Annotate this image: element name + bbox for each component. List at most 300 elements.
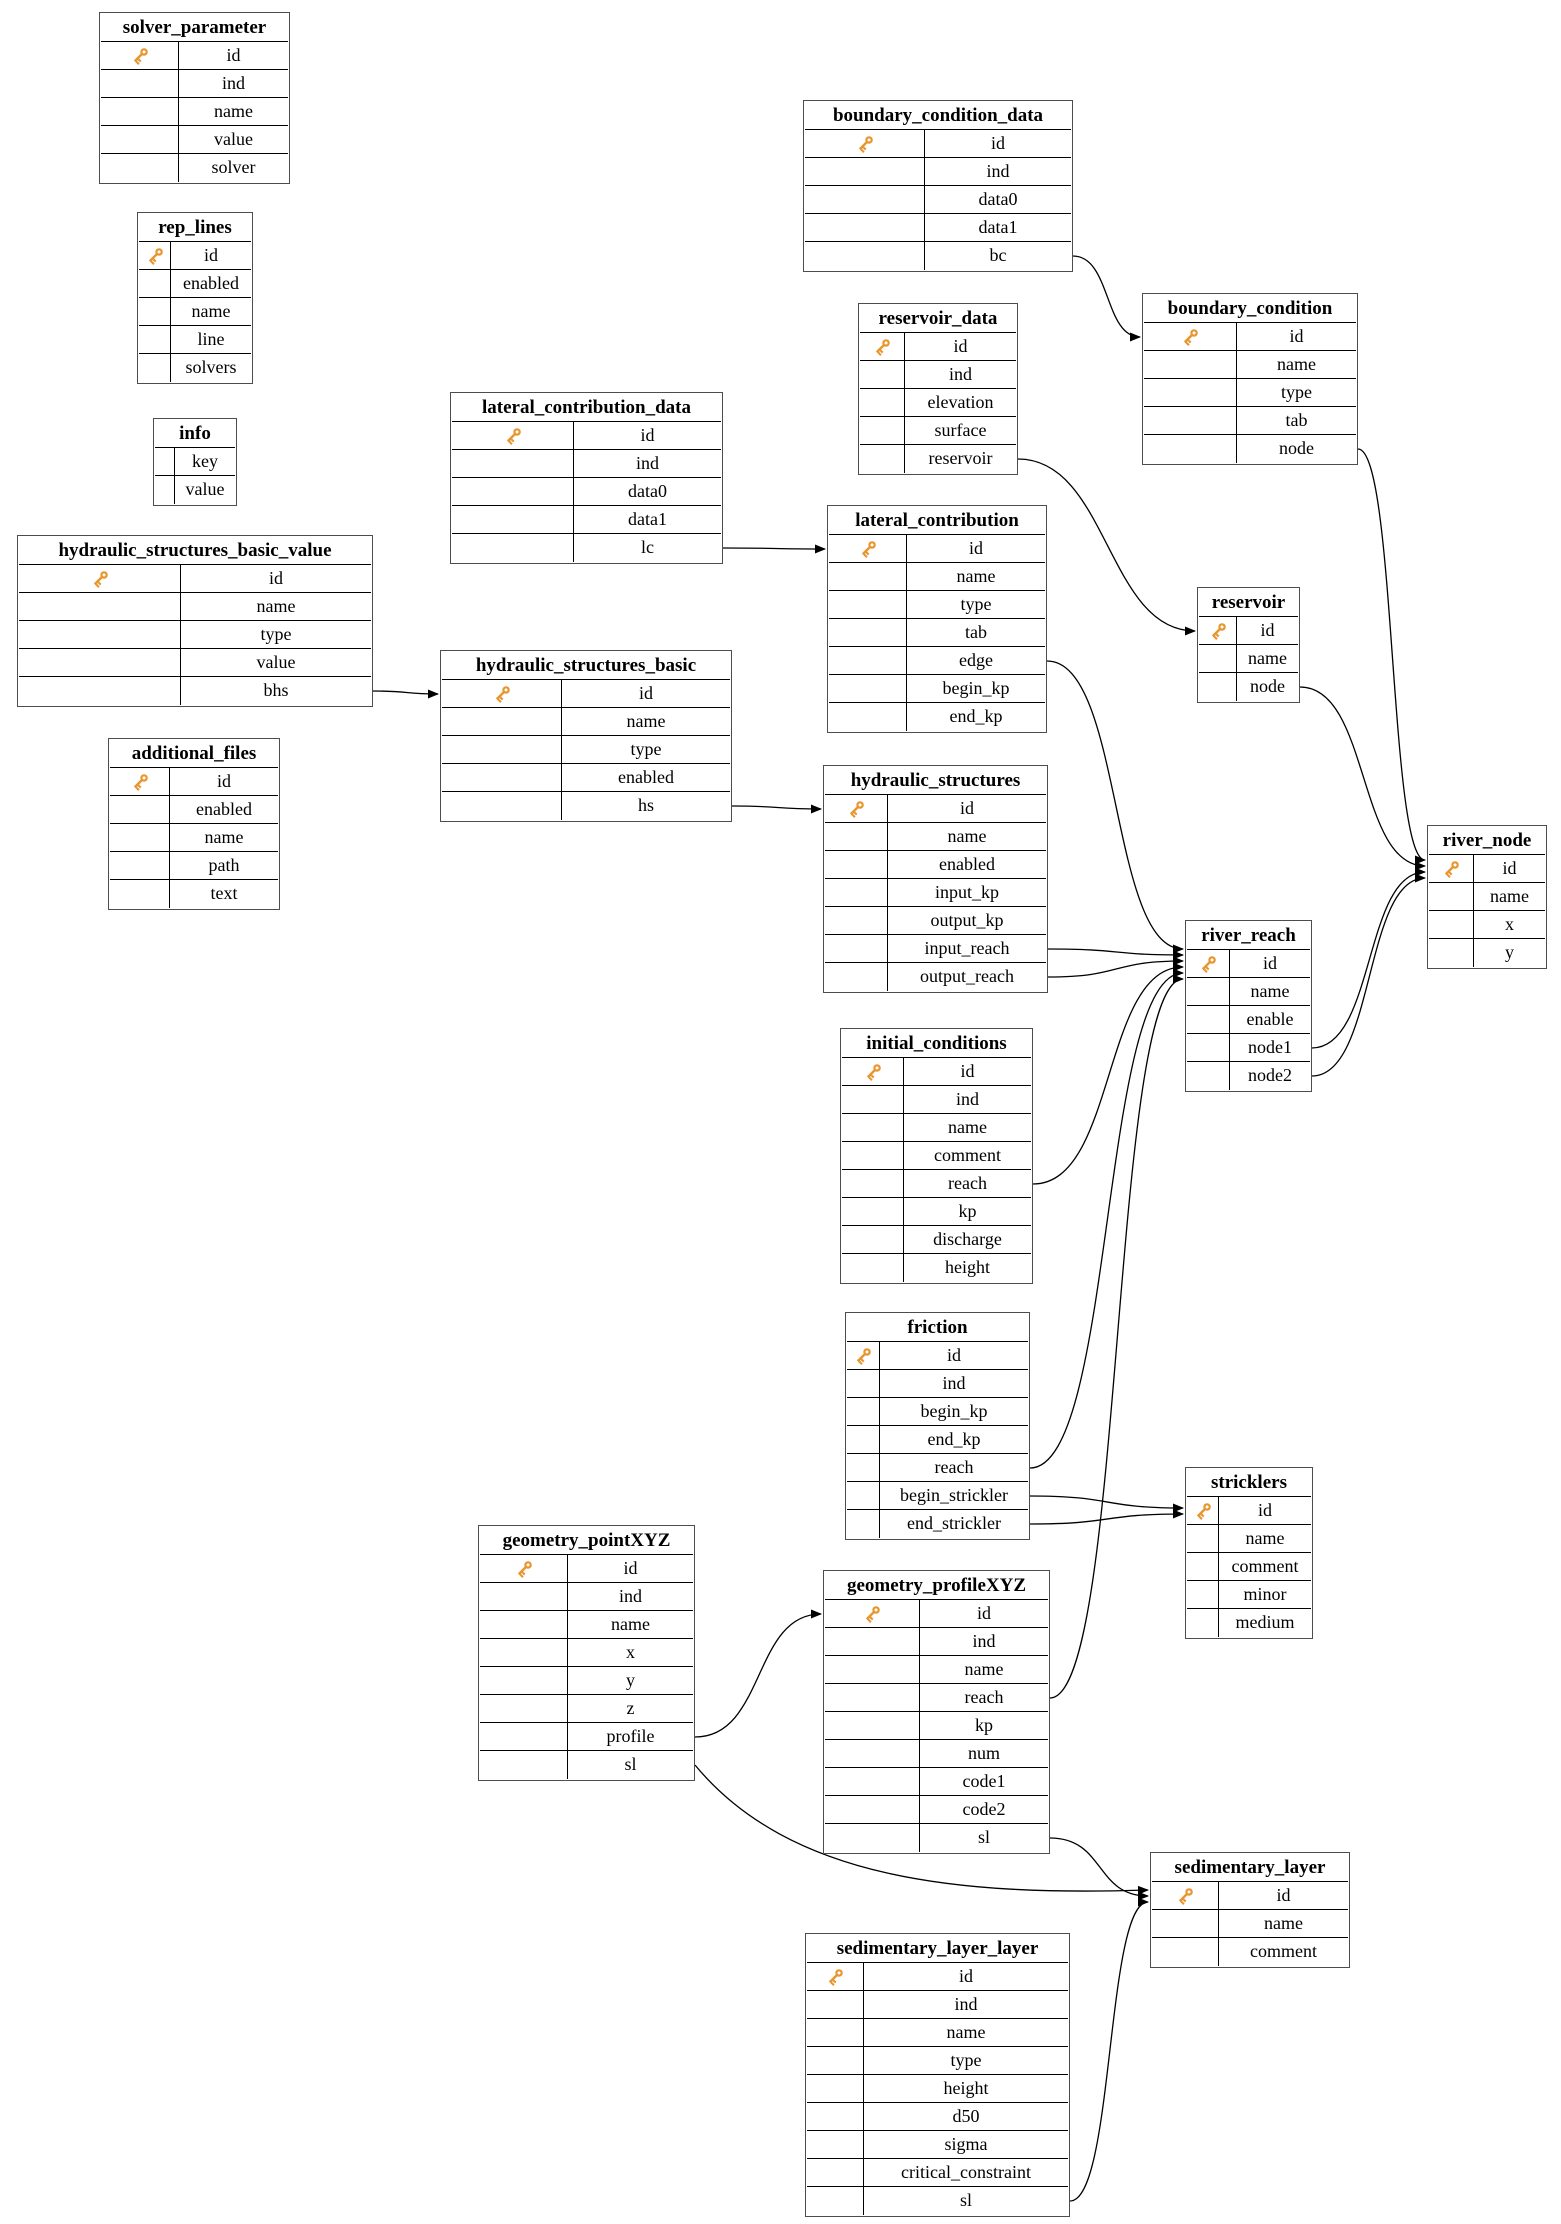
key-cell-empty — [847, 1370, 880, 1397]
field-name: name — [1490, 886, 1529, 906]
key-cell-empty — [1429, 939, 1474, 967]
field-name: name — [626, 711, 666, 731]
key-cell-empty — [480, 1611, 568, 1638]
field-name: ind — [954, 1994, 978, 2014]
field-row-initial_conditions-name — [842, 1114, 1031, 1142]
field-row-solver_parameter-id — [101, 42, 288, 70]
field-row-hydraulic_structures_basic_value-bhs — [19, 677, 371, 705]
key-cell-empty — [1187, 1034, 1230, 1061]
key-cell-empty — [829, 619, 907, 646]
field-name: reach — [964, 1687, 1004, 1707]
key-cell-empty — [842, 1170, 904, 1197]
field-row-initial_conditions-ind — [842, 1086, 1031, 1114]
key-cell-empty — [842, 1086, 904, 1113]
field-name: end_kp — [927, 1429, 981, 1449]
key-cell-empty — [110, 824, 170, 851]
field-row-boundary_condition_data-data0 — [805, 186, 1071, 214]
field-row-reservoir_data-elevation — [860, 389, 1016, 417]
field-name: enabled — [939, 854, 995, 874]
field-name: name — [1264, 1913, 1303, 1933]
primary-key-icon — [1144, 323, 1237, 350]
field-row-hydraulic_structures_basic-enabled — [442, 764, 730, 792]
field-row-friction-reach — [847, 1454, 1028, 1482]
key-cell-empty — [19, 649, 181, 676]
key-cell-empty — [452, 506, 574, 533]
key-cell-empty — [805, 158, 925, 185]
field-name: name — [946, 2022, 986, 2042]
key-cell-empty — [842, 1114, 904, 1141]
primary-key-icon — [442, 680, 562, 707]
field-name: id — [216, 771, 231, 791]
field-row-river_reach-name — [1187, 978, 1310, 1006]
key-cell-empty — [480, 1667, 568, 1694]
field-name: code1 — [962, 1771, 1006, 1791]
table-title-lateral_contribution_data: lateral_contribution_data — [452, 394, 721, 422]
key-cell-empty — [1144, 435, 1237, 463]
key-cell-empty — [825, 1684, 920, 1711]
primary-key-icon — [825, 1600, 920, 1627]
field-row-boundary_condition_data-data1 — [805, 214, 1071, 242]
key-cell-empty — [1152, 1910, 1219, 1937]
field-name: id — [1260, 620, 1275, 640]
field-name: id — [990, 133, 1005, 153]
field-row-solver_parameter-value — [101, 126, 288, 154]
field-row-sedimentary_layer_layer-type — [807, 2047, 1068, 2075]
table-title-reservoir: reservoir — [1199, 589, 1298, 617]
key-cell-empty — [139, 354, 171, 382]
field-row-boundary_condition_data-bc — [805, 242, 1071, 270]
field-name: data1 — [628, 509, 667, 529]
key-cell-empty — [825, 823, 888, 850]
field-row-initial_conditions-discharge — [842, 1226, 1031, 1254]
field-row-geometry_pointXYZ-x — [480, 1639, 693, 1667]
key-cell-empty — [847, 1426, 880, 1453]
table-reservoir_data — [858, 303, 1018, 475]
field-row-river_reach-node2 — [1187, 1062, 1310, 1090]
field-row-hydraulic_structures_basic_value-value — [19, 649, 371, 677]
field-name: sl — [977, 1827, 990, 1847]
field-row-boundary_condition-type — [1144, 379, 1356, 407]
field-row-stricklers-name — [1187, 1525, 1311, 1553]
field-row-lateral_contribution-begin_kp — [829, 675, 1045, 703]
field-name: name — [1277, 354, 1316, 374]
key-cell-empty — [805, 214, 925, 241]
field-row-additional_files-enabled — [110, 796, 278, 824]
field-name: height — [945, 1257, 990, 1277]
field-row-initial_conditions-height — [842, 1254, 1031, 1282]
field-name: d50 — [952, 2106, 980, 2126]
field-name: data1 — [978, 217, 1018, 237]
field-name: name — [256, 596, 296, 616]
key-cell-empty — [452, 534, 574, 562]
key-cell-empty — [860, 389, 905, 416]
field-name: comment — [1231, 1556, 1299, 1576]
field-name: z — [626, 1698, 635, 1718]
field-name: id — [638, 683, 653, 703]
key-cell-empty — [480, 1751, 568, 1779]
field-name: id — [623, 1558, 638, 1578]
field-row-sedimentary_layer_layer-height — [807, 2075, 1068, 2103]
field-name: type — [260, 624, 292, 644]
field-name: begin_kp — [920, 1401, 988, 1421]
field-row-additional_files-id — [110, 768, 278, 796]
field-row-geometry_pointXYZ-sl — [480, 1751, 693, 1779]
key-cell-empty — [842, 1198, 904, 1225]
field-row-stricklers-comment — [1187, 1553, 1311, 1581]
key-cell-empty — [805, 186, 925, 213]
field-name: discharge — [933, 1229, 1002, 1249]
key-cell-empty — [842, 1142, 904, 1169]
field-row-geometry_profileXYZ-sl — [825, 1824, 1048, 1852]
field-row-sedimentary_layer_layer-ind — [807, 1991, 1068, 2019]
field-name: id — [968, 538, 983, 558]
field-row-sedimentary_layer_layer-name — [807, 2019, 1068, 2047]
key-cell-empty — [825, 935, 888, 962]
field-name: medium — [1235, 1612, 1295, 1632]
primary-key-icon — [805, 130, 925, 157]
field-row-geometry_pointXYZ-name — [480, 1611, 693, 1639]
field-name: comment — [1250, 1941, 1317, 1961]
table-title-boundary_condition: boundary_condition — [1144, 295, 1356, 323]
field-name: ind — [948, 364, 972, 384]
table-title-reservoir_data: reservoir_data — [860, 305, 1016, 333]
field-name: data0 — [628, 481, 667, 501]
primary-key-icon — [101, 42, 179, 69]
table-title-hydraulic_structures: hydraulic_structures — [825, 767, 1046, 795]
key-cell-empty — [825, 907, 888, 934]
field-name: hs — [637, 795, 654, 815]
field-name: name — [611, 1614, 650, 1634]
table-title-sedimentary_layer: sedimentary_layer — [1152, 1854, 1348, 1882]
field-row-friction-begin_strickler — [847, 1482, 1028, 1510]
field-row-river_reach-node1 — [1187, 1034, 1310, 1062]
key-cell-empty — [860, 445, 905, 473]
key-cell-empty — [807, 2187, 864, 2215]
key-cell-empty — [101, 98, 179, 125]
key-cell-empty — [101, 126, 179, 153]
key-cell-empty — [480, 1639, 568, 1666]
field-row-geometry_profileXYZ-id — [825, 1600, 1048, 1628]
field-row-info-key — [155, 448, 235, 476]
field-row-sedimentary_layer_layer-sigma — [807, 2131, 1068, 2159]
field-name: begin_kp — [942, 678, 1010, 698]
key-cell-empty — [807, 2159, 864, 2186]
key-cell-empty — [847, 1510, 880, 1538]
field-name: enabled — [183, 273, 239, 293]
field-row-friction-begin_kp — [847, 1398, 1028, 1426]
field-name: id — [1276, 1885, 1291, 1905]
field-name: value — [185, 479, 225, 499]
table-title-additional_files: additional_files — [110, 740, 278, 768]
field-name: key — [192, 451, 218, 471]
field-row-river_reach-id — [1187, 950, 1310, 978]
table-lateral_contribution — [827, 505, 1047, 733]
field-name: data0 — [978, 189, 1018, 209]
table-lateral_contribution_data — [450, 392, 723, 564]
field-row-hydraulic_structures_basic-name — [442, 708, 730, 736]
field-name: reach — [948, 1173, 987, 1193]
field-row-geometry_profileXYZ-ind — [825, 1628, 1048, 1656]
primary-key-icon — [825, 795, 888, 822]
key-cell-empty — [825, 879, 888, 906]
field-row-boundary_condition-tab — [1144, 407, 1356, 435]
primary-key-icon — [139, 242, 171, 269]
key-cell-empty — [155, 476, 175, 504]
field-row-boundary_condition-name — [1144, 351, 1356, 379]
table-additional_files — [108, 738, 280, 910]
field-name: kp — [958, 1201, 977, 1221]
table-title-geometry_pointXYZ: geometry_pointXYZ — [480, 1527, 693, 1555]
field-row-river_node-id — [1429, 855, 1545, 883]
field-row-friction-end_kp — [847, 1426, 1028, 1454]
key-cell-empty — [1144, 351, 1237, 378]
key-cell-empty — [842, 1226, 904, 1253]
field-name: node2 — [1248, 1065, 1292, 1085]
field-name: node1 — [1248, 1037, 1292, 1057]
field-row-rep_lines-line — [139, 326, 251, 354]
field-name: value — [256, 652, 296, 672]
table-sedimentary_layer — [1150, 1852, 1350, 1968]
field-name: line — [197, 329, 225, 349]
key-cell-empty — [110, 796, 170, 823]
table-geometry_pointXYZ — [478, 1525, 695, 1781]
field-name: type — [960, 594, 992, 614]
key-cell-empty — [829, 647, 907, 674]
key-cell-empty — [825, 1796, 920, 1823]
field-row-initial_conditions-comment — [842, 1142, 1031, 1170]
key-cell-empty — [847, 1482, 880, 1509]
key-cell-empty — [807, 2019, 864, 2046]
field-row-additional_files-name — [110, 824, 278, 852]
field-row-river_node-y — [1429, 939, 1545, 967]
field-row-lateral_contribution_data-lc — [452, 534, 721, 562]
field-name: name — [1248, 648, 1287, 668]
field-row-lateral_contribution_data-data0 — [452, 478, 721, 506]
field-row-reservoir-id — [1199, 617, 1298, 645]
field-name: enabled — [618, 767, 674, 787]
field-name: id — [1262, 953, 1277, 973]
field-name: text — [210, 883, 238, 903]
field-name: x — [1505, 914, 1514, 934]
primary-key-icon — [19, 565, 181, 592]
key-cell-empty — [829, 591, 907, 618]
key-cell-empty — [480, 1695, 568, 1722]
field-row-solver_parameter-solver — [101, 154, 288, 182]
key-cell-empty — [1429, 911, 1474, 938]
field-row-rep_lines-id — [139, 242, 251, 270]
key-cell-empty — [1144, 407, 1237, 434]
key-cell-empty — [807, 2047, 864, 2074]
table-info — [153, 418, 237, 506]
field-row-sedimentary_layer-id — [1152, 1882, 1348, 1910]
primary-key-icon — [829, 535, 907, 562]
field-row-hydraulic_structures_basic-id — [442, 680, 730, 708]
key-cell-empty — [825, 963, 888, 991]
field-name: id — [1502, 858, 1517, 878]
field-row-geometry_profileXYZ-code2 — [825, 1796, 1048, 1824]
field-name: input_kp — [934, 882, 999, 902]
field-row-geometry_pointXYZ-id — [480, 1555, 693, 1583]
field-name: end_strickler — [907, 1513, 1001, 1533]
key-cell-empty — [1187, 1525, 1219, 1552]
field-row-lateral_contribution_data-data1 — [452, 506, 721, 534]
field-name: id — [959, 798, 974, 818]
field-name: type — [950, 2050, 982, 2070]
key-cell-empty — [1144, 379, 1237, 406]
field-name: id — [976, 1603, 991, 1623]
field-row-sedimentary_layer_layer-critical_constraint — [807, 2159, 1068, 2187]
key-cell-empty — [807, 2075, 864, 2102]
field-row-hydraulic_structures-id — [825, 795, 1046, 823]
table-geometry_profileXYZ — [823, 1570, 1050, 1854]
table-title-geometry_profileXYZ: geometry_profileXYZ — [825, 1572, 1048, 1600]
key-cell-empty — [139, 326, 171, 353]
field-row-sedimentary_layer-comment — [1152, 1938, 1348, 1966]
key-cell-empty — [442, 764, 562, 791]
field-name: x — [626, 1642, 635, 1662]
field-row-hydraulic_structures-input_reach — [825, 935, 1046, 963]
field-row-hydraulic_structures_basic_value-type — [19, 621, 371, 649]
field-row-hydraulic_structures-name — [825, 823, 1046, 851]
key-cell-empty — [825, 1712, 920, 1739]
primary-key-icon — [110, 768, 170, 795]
field-name: type — [1281, 382, 1312, 402]
field-row-hydraulic_structures-output_reach — [825, 963, 1046, 991]
key-cell-empty — [847, 1398, 880, 1425]
key-cell-empty — [19, 677, 181, 705]
key-cell-empty — [442, 792, 562, 820]
field-name: ind — [618, 1586, 642, 1606]
key-cell-empty — [1187, 978, 1230, 1005]
table-title-rep_lines: rep_lines — [139, 214, 251, 242]
key-cell-empty — [1187, 1062, 1230, 1090]
field-name: bhs — [263, 680, 289, 700]
field-name: solver — [211, 157, 256, 177]
field-row-geometry_pointXYZ-ind — [480, 1583, 693, 1611]
field-row-initial_conditions-kp — [842, 1198, 1031, 1226]
primary-key-icon — [847, 1342, 880, 1369]
field-name: reach — [934, 1457, 974, 1477]
field-row-sedimentary_layer_layer-d50 — [807, 2103, 1068, 2131]
field-name: enable — [1246, 1009, 1294, 1029]
key-cell-empty — [1187, 1553, 1219, 1580]
key-cell-empty — [829, 703, 907, 731]
field-row-solver_parameter-name — [101, 98, 288, 126]
field-name: tab — [1285, 410, 1308, 430]
table-friction — [845, 1312, 1030, 1540]
key-cell-empty — [480, 1583, 568, 1610]
field-name: sigma — [944, 2134, 988, 2154]
field-name: value — [214, 129, 253, 149]
key-cell-empty — [1187, 1006, 1230, 1033]
field-row-friction-end_strickler — [847, 1510, 1028, 1538]
primary-key-icon — [452, 422, 574, 449]
field-name: id — [960, 1061, 975, 1081]
key-cell-empty — [825, 1740, 920, 1767]
field-name: id — [958, 1966, 973, 1986]
field-row-rep_lines-enabled — [139, 270, 251, 298]
table-title-boundary_condition_data: boundary_condition_data — [805, 102, 1071, 130]
field-row-solver_parameter-ind — [101, 70, 288, 98]
table-title-lateral_contribution: lateral_contribution — [829, 507, 1045, 535]
key-cell-empty — [825, 1824, 920, 1852]
key-cell-empty — [101, 70, 179, 97]
key-cell-empty — [442, 736, 562, 763]
field-name: name — [204, 827, 244, 847]
key-cell-empty — [1199, 673, 1237, 701]
key-cell-empty — [155, 448, 175, 475]
field-name: name — [1250, 981, 1290, 1001]
field-name: id — [640, 425, 655, 445]
primary-key-icon — [842, 1058, 904, 1085]
key-cell-empty — [110, 852, 170, 879]
field-name: height — [943, 2078, 989, 2098]
field-row-hydraulic_structures_basic-type — [442, 736, 730, 764]
field-name: kp — [975, 1715, 993, 1735]
field-row-initial_conditions-reach — [842, 1170, 1031, 1198]
field-row-hydraulic_structures_basic_value-id — [19, 565, 371, 593]
table-title-info: info — [155, 420, 235, 448]
field-row-geometry_profileXYZ-code1 — [825, 1768, 1048, 1796]
table-title-hydraulic_structures_basic: hydraulic_structures_basic — [442, 652, 730, 680]
field-row-river_node-x — [1429, 911, 1545, 939]
field-row-initial_conditions-id — [842, 1058, 1031, 1086]
field-row-sedimentary_layer-name — [1152, 1910, 1348, 1938]
key-cell-empty — [807, 2131, 864, 2158]
table-title-river_node: river_node — [1429, 827, 1545, 855]
key-cell-empty — [1152, 1938, 1219, 1966]
key-cell-empty — [825, 851, 888, 878]
key-cell-empty — [442, 708, 562, 735]
key-cell-empty — [842, 1254, 904, 1282]
primary-key-icon — [1199, 617, 1237, 644]
table-river_reach — [1185, 920, 1312, 1092]
primary-key-icon — [1187, 950, 1230, 977]
field-name: name — [964, 1659, 1004, 1679]
key-cell-empty — [829, 675, 907, 702]
field-name: name — [1245, 1528, 1285, 1548]
field-name: lc — [641, 537, 654, 557]
field-name: id — [1257, 1500, 1272, 1520]
field-name: end_kp — [949, 706, 1003, 726]
key-cell-empty — [19, 593, 181, 620]
table-title-sedimentary_layer_layer: sedimentary_layer_layer — [807, 1935, 1068, 1963]
field-row-river_reach-enable — [1187, 1006, 1310, 1034]
field-row-additional_files-path — [110, 852, 278, 880]
field-name: solvers — [185, 357, 237, 377]
field-name: tab — [965, 622, 987, 642]
field-row-boundary_condition_data-ind — [805, 158, 1071, 186]
field-name: edge — [959, 650, 993, 670]
field-row-reservoir-node — [1199, 673, 1298, 701]
field-name: critical_constraint — [901, 2162, 1031, 2182]
field-row-hydraulic_structures-input_kp — [825, 879, 1046, 907]
field-row-rep_lines-solvers — [139, 354, 251, 382]
field-name: ind — [942, 1373, 966, 1393]
field-name: path — [208, 855, 240, 875]
field-row-geometry_profileXYZ-name — [825, 1656, 1048, 1684]
table-title-friction: friction — [847, 1314, 1028, 1342]
field-row-geometry_pointXYZ-z — [480, 1695, 693, 1723]
field-row-info-value — [155, 476, 235, 504]
field-name: id — [1289, 326, 1304, 346]
key-cell-empty — [825, 1768, 920, 1795]
field-row-geometry_profileXYZ-reach — [825, 1684, 1048, 1712]
key-cell-empty — [807, 2103, 864, 2130]
table-title-solver_parameter: solver_parameter — [101, 14, 288, 42]
field-name: type — [630, 739, 662, 759]
table-hydraulic_structures — [823, 765, 1048, 993]
